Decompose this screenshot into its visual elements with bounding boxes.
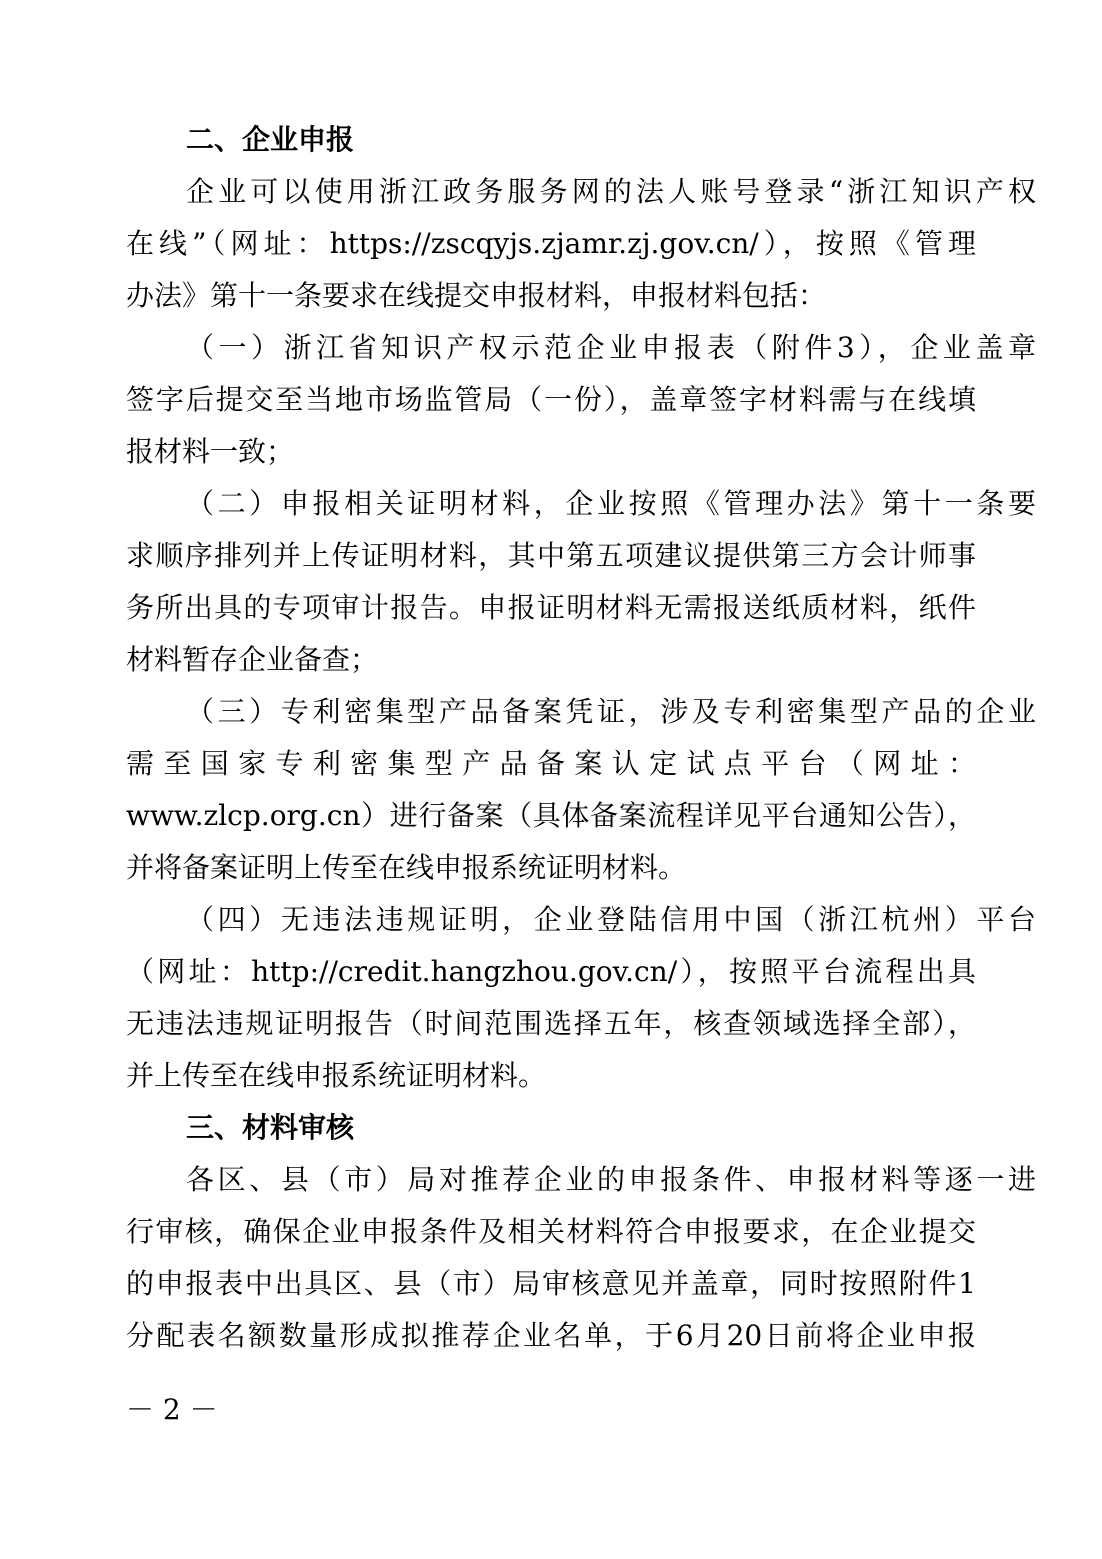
paragraph-line: 务所出具的专项审计报告。申报证明材料无需报送纸质材料，纸件 [126,591,976,624]
paragraph-line: 报材料一致； [126,435,295,468]
paragraph-line: 并将备案证明上传至在线申报系统证明材料。 [126,851,687,884]
paragraph-line: （四）无违法违规证明，企业登陆信用中国（浙江杭州）平台 [186,903,1036,936]
paragraph-line: （网址：http://credit.hangzhou.gov.cn/），按照平台流程出具 [126,955,976,988]
paragraph-line: 办法》第十一条要求在线提交申报材料，申报材料包括： [126,279,827,312]
paragraph-line: 无违法违规证明报告（时间范围选择五年，核查领域选择全部）， [126,1007,976,1040]
paragraph-line: 企业可以使用浙江政务服务网的法人账号登录“浙江知识产权 [186,175,1036,208]
paragraph-line: （三）专利密集型产品备案凭证，涉及专利密集型产品的企业 [186,695,1036,728]
paragraph-line: 签字后提交至当地市场监管局（一份），盖章签字材料需与在线填 [126,383,976,416]
paragraph-line: 分配表名额数量形成拟推荐企业名单，于6月20日前将企业申报 [126,1319,976,1352]
paragraph-line: 求顺序排列并上传证明材料，其中第五项建议提供第三方会计师事 [126,539,976,572]
paragraph-line: www.zlcp.org.cn）进行备案（具体备案流程详见平台通知公告）， [126,799,976,832]
paragraph-line: （一）浙江省知识产权示范企业申报表（附件3），企业盖章 [186,331,1036,364]
paragraph-line: 行审核，确保企业申报条件及相关材料符合申报要求，在企业提交 [126,1215,976,1248]
page-number: － 2 － [126,1393,218,1426]
paragraph-line: 材料暂存企业备查； [126,643,379,676]
section-heading: 三、材料审核 [186,1111,355,1144]
paragraph-line: 需至国家专利密集型产品备案认定试点平台（网址： [126,747,976,780]
section-heading: 二、企业申报 [186,123,355,156]
paragraph-line: 并上传至在线申报系统证明材料。 [126,1059,547,1092]
paragraph-line: 各区、县（市）局对推荐企业的申报条件、申报材料等逐一进 [186,1163,1036,1196]
paragraph-line: （二）申报相关证明材料，企业按照《管理办法》第十一条要 [186,487,1036,520]
paragraph-line: 的申报表中出具区、县（市）局审核意见并盖章，同时按照附件1 [126,1267,976,1300]
paragraph-line: 在线”（网址：https://zscqyjs.zjamr.zj.gov.cn/），按照《管理 [126,227,976,260]
